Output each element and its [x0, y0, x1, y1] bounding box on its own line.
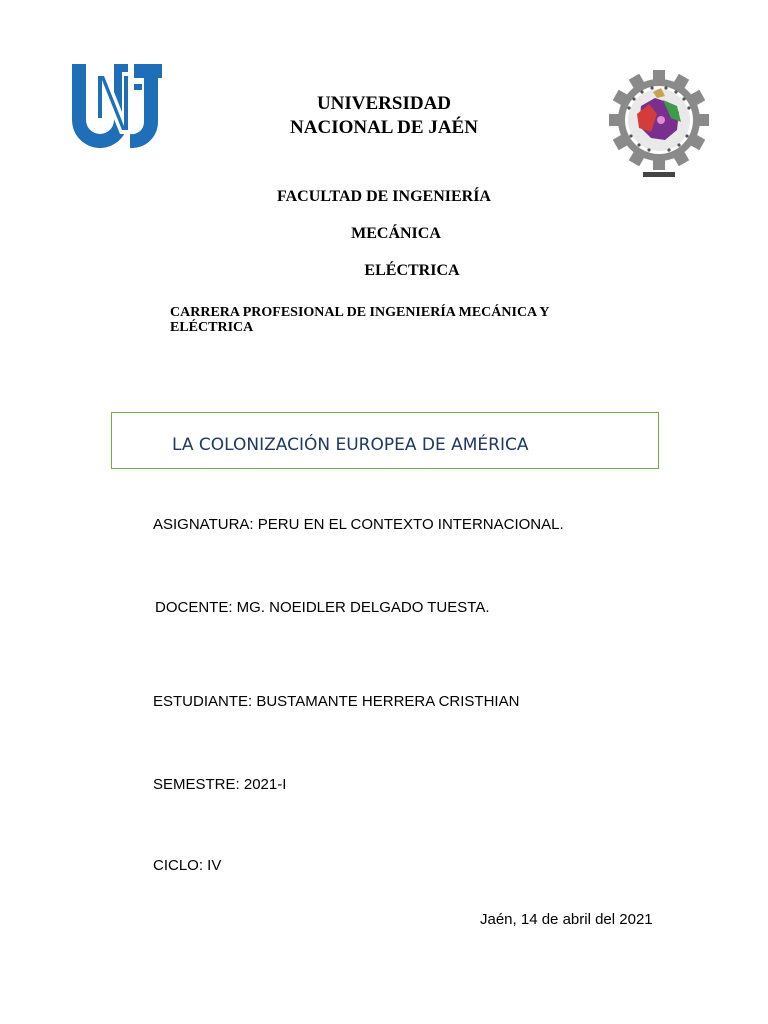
teacher-line: DOCENTE: MG. NOEIDLER DELGADO TUESTA. [155, 599, 490, 616]
faculty-name-line2: MECÁNICA [351, 225, 441, 242]
semester-line: SEMESTRE: 2021-I [153, 776, 287, 793]
student-line: ESTUDIANTE: BUSTAMANTE HERRERA CRISTHIAN [153, 693, 520, 710]
document-title-box [111, 412, 659, 469]
career-name: CARRERA PROFESIONAL DE INGENIERÍA MECÁNICA Y ELÉCTRICA [170, 305, 549, 335]
faculty-gear-seal-icon [609, 68, 709, 183]
cycle-line: CICLO: IV [153, 857, 222, 874]
date-line: Jaén, 14 de abril del 2021 [480, 911, 653, 928]
university-name-line2: NACIONAL DE JAÉN [290, 117, 478, 138]
university-name-line1: UNIVERSIDAD [316, 93, 452, 114]
document-title: LA COLONIZACIÓN EUROPEA DE AMÉRICA [172, 435, 529, 455]
subject-line: ASIGNATURA: PERU EN EL CONTEXTO INTERNACIONAL. [153, 516, 564, 533]
unj-logo-icon [70, 62, 164, 154]
faculty-name-line1: FACULTAD DE INGENIERÍA [277, 188, 491, 205]
faculty-name-line3: ELÉCTRICA [364, 262, 460, 279]
